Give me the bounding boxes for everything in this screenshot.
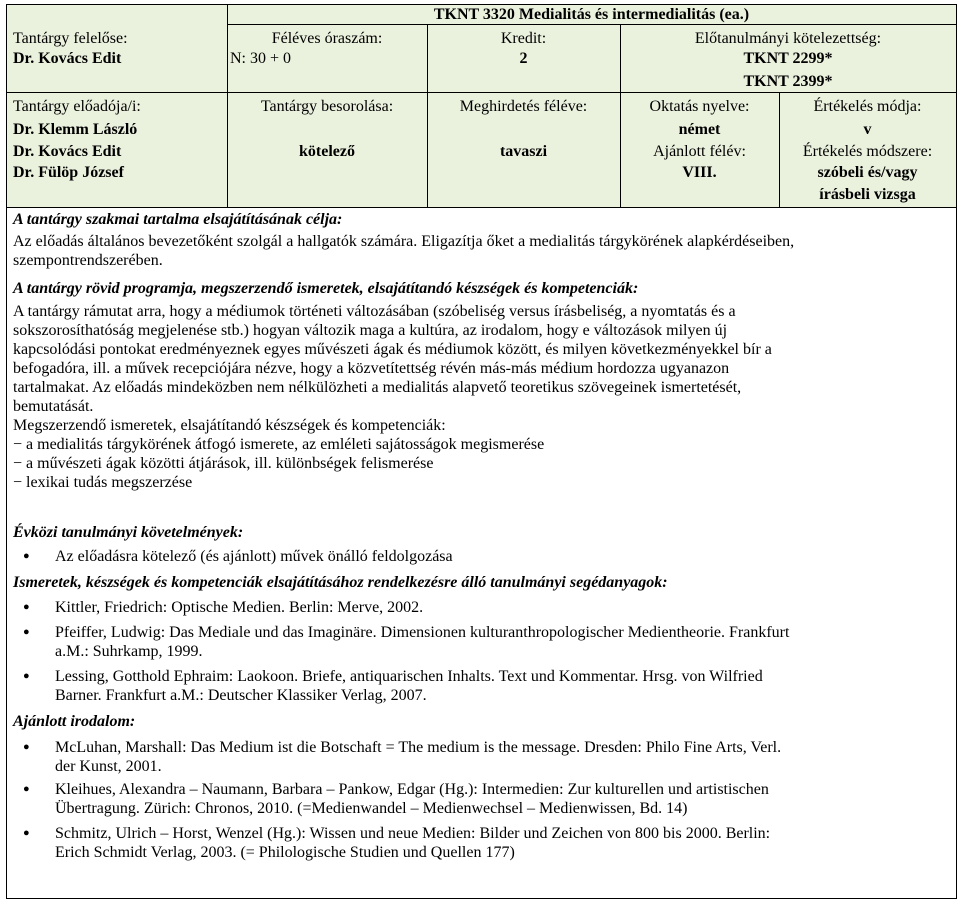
program-line: kapcsolódási pontokat eredményeznek egyes művészeti ágak és médiumok között, és milyen következményekkel bír a xyxy=(13,341,772,358)
type-label: Tantárgy besorolása: xyxy=(260,98,394,115)
credit-label: Kredit: xyxy=(500,30,547,47)
literature-list xyxy=(13,738,960,862)
program-text xyxy=(13,302,949,492)
prereq-value: TKNT 2399* xyxy=(743,73,833,90)
program-line: tartalmakat. Az előadás mindeközben nem nélkülözheti a medialitás alapvető teoretikus szövegeinek ismertetését, xyxy=(13,379,742,396)
credit-value: 2 xyxy=(519,50,528,67)
list-item xyxy=(55,738,960,776)
semester-value: tavaszi xyxy=(499,143,548,160)
materials-list xyxy=(13,598,960,705)
list-item xyxy=(55,623,960,661)
hours-value: N: 30 + 0 xyxy=(230,50,292,67)
requirements-list xyxy=(13,547,960,566)
hours-label: Féléves óraszám: xyxy=(271,30,383,47)
prereq-value: TKNT 2299* xyxy=(743,50,833,67)
competences-intro: Megszerzendő ismeretek, elsajátítandó készségek és kompetenciák: xyxy=(13,417,446,434)
responsible-name: Dr. Kovács Edit xyxy=(13,50,122,67)
assessment-label: Értékelés módja: xyxy=(813,98,922,115)
list-item-line: der Kunst, 2001. xyxy=(55,758,162,775)
recommended-value: VIII. xyxy=(682,164,717,181)
program-line: bemutatását. xyxy=(13,398,94,415)
program-heading: A tantárgy rövid programja, megszerzendő ismeretek, elsajátítandó készségek és kompetenciák: xyxy=(13,280,639,297)
list-item-line: Pfeiffer, Ludwig: Das Mediale und das Imaginäre. Dimensionen kulturanthropologischer Medientheorie. Frankfurt xyxy=(55,624,790,641)
list-item: ● Az előadásra kötelező (és ajánlott) művek önálló feldolgozása xyxy=(55,547,960,566)
goal-line: Az előadás általános bevezetőként szolgál a hallgatók számára. Eligazítja őket a medialitás tárgykörének alapkérdéseiben, xyxy=(13,233,795,250)
list-item-line: Kleihues, Alexandra – Naumann, Barbara – Pankow, Edgar (Hg.): Intermedien: Zur kulturellen und artistischen xyxy=(55,781,769,798)
prereq-label: Előtanulmányi kötelezettség: xyxy=(694,30,882,47)
goal-text xyxy=(13,232,949,270)
list-item-line: a.M.: Suhrkamp, 1999. xyxy=(55,643,203,660)
list-item xyxy=(55,598,960,617)
list-item-line: Lessing, Gotthold Ephraim: Laokoon. Briefe, antiquarischen Inhalts. Text und Kommentar. Hrsg. von Wilfried xyxy=(55,668,763,685)
semester-label: Meghirdetés féléve: xyxy=(459,98,588,115)
list-item xyxy=(55,667,960,705)
lecturer-label: Tantárgy előadója/i: xyxy=(13,98,141,115)
list-item xyxy=(55,824,960,862)
list-item-line: Übertragung. Zürich: Chronos, 2010. (=Medienwandel – Medienwechsel – Medienwissen, Bd. 14) xyxy=(55,800,688,817)
goal-line: szempontrendszerében. xyxy=(13,252,163,269)
list-item xyxy=(55,780,960,818)
competence-item: − a medialitás tárgykörének átfogó ismerete, az emléleti sajátosságok megismerése xyxy=(13,436,545,453)
rule-row2 xyxy=(7,207,956,208)
recommended-label: Ajánlott félév: xyxy=(653,143,746,160)
goal-heading: A tantárgy szakmai tartalma elsajátításának célja: xyxy=(13,211,343,228)
course-title: TKNT 3320 Medialitás és intermedialitás (ea.) xyxy=(433,6,750,23)
list-item-line: Barner. Frankfurt a.M.: Deutscher Klassiker Verlag, 2007. xyxy=(55,687,427,704)
lecturer-name: Dr. Klemm László xyxy=(13,121,138,138)
method-value: szóbeli és/vagy xyxy=(817,164,918,181)
responsible-label: Tantárgy felelőse: xyxy=(13,30,128,47)
list-item-line: Schmitz, Ulrich – Horst, Wenzel (Hg.): Wissen und neue Medien: Bilder und Zeichen von 800 bis 2000. Berlin: xyxy=(55,825,771,842)
requirements-heading: Évközi tanulmányi követelmények: xyxy=(13,524,244,541)
literature-heading: Ajánlott irodalom: xyxy=(13,713,136,730)
type-value: kötelező xyxy=(299,143,355,160)
competence-item: − a művészeti ágak közötti átjárások, ill. különbségek felismerése xyxy=(13,455,434,472)
list-item-line: Erich Schmidt Verlag, 2003. (= Philologische Studien und Quellen 177) xyxy=(55,844,515,861)
list-item-line: Kittler, Friedrich: Optische Medien. Berlin: Merve, 2002. xyxy=(55,599,424,616)
program-line: befogadóra, ill. a művek recepciójára nézve, hogy a közvetítettség révén más-más médium hordozza ugyanazon xyxy=(13,360,730,377)
method-label: Értékelés módszere: xyxy=(802,143,933,160)
language-value: német xyxy=(678,121,721,138)
lecturer-name: Dr. Kovács Edit xyxy=(13,143,122,160)
assessment-value: v xyxy=(863,121,872,138)
program-line: A tantárgy rámutat arra, hogy a médiumok történeti változásában (szóbeliség versus írásbeliség, a nyomtatás és a xyxy=(13,303,736,320)
rule-row1 xyxy=(7,92,956,93)
rule-title xyxy=(227,24,956,25)
lecturer-name: Dr. Fülöp József xyxy=(13,164,124,181)
language-label: Oktatás nyelve: xyxy=(649,98,750,115)
competence-item: − lexikai tudás megszerzése xyxy=(13,474,193,491)
program-line: sokszorosíthatóság megjelenése stb.) hogyan változik maga a kultúra, az irodalom, hogy e változások milyen új xyxy=(13,322,728,339)
list-item-line: McLuhan, Marshall: Das Medium ist die Botschaft = The medium is the message. Dresden: Philo Fine Arts, Verl. xyxy=(55,739,782,756)
materials-heading: Ismeretek, készségek és kompetenciák elsajátításához rendelkezésre álló tanulmányi segédanyagok: xyxy=(13,574,668,591)
method-value: írásbeli vizsga xyxy=(819,186,916,203)
